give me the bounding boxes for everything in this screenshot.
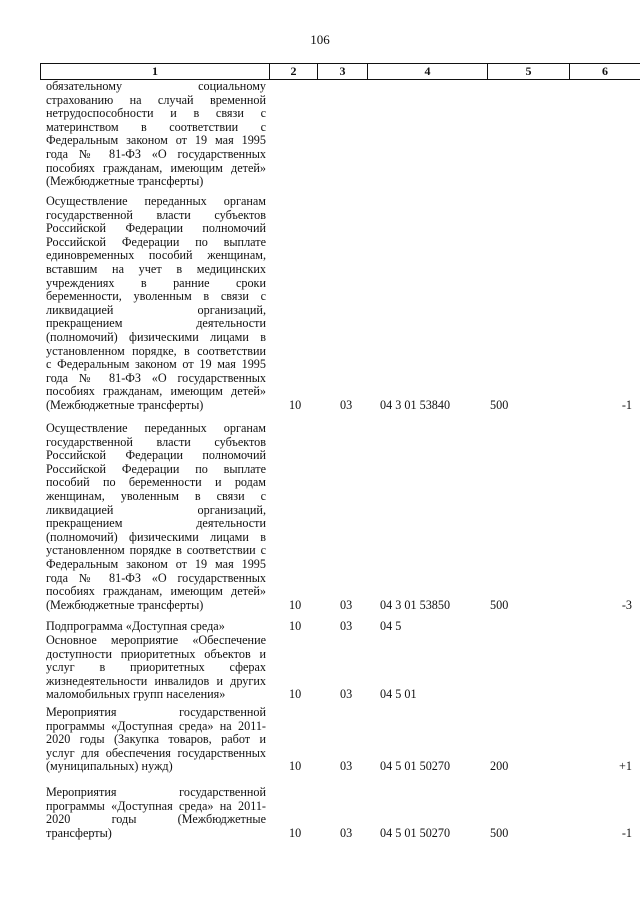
row-description: [46, 620, 266, 634]
cell-col-4: 04 3 01 53850: [380, 597, 451, 612]
description-line: Российской Федерации по выплате: [46, 461, 266, 476]
header-col-4: 4: [368, 64, 488, 79]
cell-col-5: 500: [490, 597, 509, 612]
cell-col-3: 03: [340, 619, 353, 633]
description-line: пособий по беременности и родам: [46, 475, 266, 490]
cell-col-2: 10: [289, 398, 302, 412]
description-line: услуг для обеспечения государственных: [46, 745, 266, 760]
description-line: года № 81-ФЗ «О государственных: [46, 570, 266, 585]
description-line: жизнедеятельности инвалидов и других: [46, 673, 266, 688]
description-line: обязательному социальному: [46, 79, 266, 93]
description-line: (Межбюджетные трансферты): [46, 397, 204, 412]
description-line: учреждениях в ранние сроки: [46, 275, 266, 290]
cell-col-4: 04 5: [380, 619, 402, 633]
description-line: пособиях гражданам, имеющим детей»: [46, 584, 266, 599]
description-line: 2020 годы (Межбюджетные: [46, 812, 266, 827]
description-line: государственной власти субъектов: [46, 207, 266, 222]
cell-col-2: 10: [289, 597, 302, 612]
cell-col-2: 10: [289, 825, 302, 840]
cell-col-4: 04 5 01: [380, 687, 417, 702]
description-line: материнством в соответствии с: [46, 119, 266, 134]
description-line: пособиях гражданам, имеющим детей»: [46, 384, 266, 399]
description-line: страхованию на случай временной: [46, 92, 266, 107]
description-line: женщинам, уволенным в связи с: [46, 488, 266, 503]
table-header: [40, 63, 640, 80]
description-line: программы «Доступная среда» на 2011-: [46, 798, 266, 813]
cell-col-2: 10: [289, 687, 302, 702]
header-col-5: 5: [488, 64, 570, 79]
description-line: Мероприятия государственной: [46, 705, 266, 719]
cell-col-3: 03: [340, 597, 353, 612]
description-line: (муниципальных) нужд): [46, 759, 173, 774]
cell-col-2: 10: [289, 619, 302, 633]
description-line: года № 81-ФЗ «О государственных: [46, 146, 266, 161]
cell-col-4: 04 5 01 50270: [380, 825, 451, 840]
description-line: прекращением деятельности: [46, 516, 266, 531]
row-description: [46, 786, 266, 840]
description-line: Осуществление переданных органам: [46, 194, 266, 208]
cell-col-6: -1: [621, 825, 632, 840]
description-line: ликвидацией организаций,: [46, 302, 266, 317]
cell-col-5: 200: [490, 759, 509, 774]
header-col-1: 1: [41, 64, 270, 79]
cell-col-5: 500: [490, 825, 509, 840]
description-line: пособиях гражданам, имеющим детей»: [46, 160, 266, 175]
description-line: 2020 годы (Закупка товаров, работ и: [46, 732, 266, 747]
description-line: установленном порядке, в соответствии: [46, 343, 266, 358]
description-line: Федеральным законом от 19 мая 1995: [46, 556, 266, 571]
cell-col-3: 03: [340, 687, 353, 702]
description-line: прекращением деятельности: [46, 316, 266, 331]
row-description: [46, 706, 266, 774]
description-line: услуг в приоритетных сферах: [46, 660, 266, 675]
cell-col-5: 500: [490, 398, 509, 412]
description-line: (полномочий) физическими лицами в: [46, 329, 266, 344]
description-line: государственной власти субъектов: [46, 434, 266, 449]
description-line: ликвидацией организаций,: [46, 502, 266, 517]
description-line: Мероприятия государственной: [46, 785, 266, 799]
row-description: [46, 422, 266, 612]
row-description: [46, 195, 266, 413]
row-description: [46, 80, 266, 189]
description-line: Российской Федерации по выплате: [46, 234, 266, 249]
description-line: вставшим на учет в медицинских: [46, 261, 266, 276]
cell-col-3: 03: [340, 825, 353, 840]
cell-col-3: 03: [340, 759, 353, 774]
description-line: единовременных пособий женщинам,: [46, 248, 266, 263]
cell-col-2: 10: [289, 759, 302, 774]
description-line: маломобильных групп населения»: [46, 687, 226, 702]
cell-col-6: -1: [621, 398, 632, 412]
row-description: [46, 634, 266, 702]
description-line: доступности приоритетных объектов и: [46, 646, 266, 661]
description-line: Подпрограмма «Доступная среда»: [46, 619, 225, 633]
description-line: года № 81-ФЗ «О государственных: [46, 370, 266, 385]
description-line: Российской Федерации полномочий: [46, 448, 266, 463]
description-line: беременности, уволенным в связи с: [46, 289, 266, 304]
description-line: Основное мероприятие «Обеспечение: [46, 633, 266, 647]
description-line: Осуществление переданных органам: [46, 421, 266, 435]
description-line: нетрудоспособности и в связи с: [46, 106, 266, 121]
cell-col-6: +1: [619, 759, 632, 774]
description-line: с Федеральным законом от 19 мая 1995: [46, 357, 266, 372]
page-number: 106: [310, 32, 330, 47]
description-line: программы «Доступная среда» на 2011-: [46, 718, 266, 733]
cell-col-3: 03: [340, 398, 353, 412]
description-line: Российской Федерации полномочий: [46, 221, 266, 236]
description-line: Федеральным законом от 19 мая 1995: [46, 133, 266, 148]
header-col-3: 3: [318, 64, 368, 79]
header-col-2: 2: [270, 64, 318, 79]
description-line: трансферты): [46, 825, 112, 840]
description-line: (полномочий) физическими лицами в: [46, 529, 266, 544]
description-line: установленном порядке в соответствии с: [46, 543, 266, 558]
header-col-6: 6: [570, 64, 640, 79]
description-line: (Межбюджетные трансферты): [46, 597, 204, 612]
cell-col-6: -3: [621, 597, 632, 612]
cell-col-4: 04 3 01 53840: [380, 398, 451, 412]
description-line: (Межбюджетные трансферты): [46, 174, 204, 189]
cell-col-4: 04 5 01 50270: [380, 759, 451, 774]
